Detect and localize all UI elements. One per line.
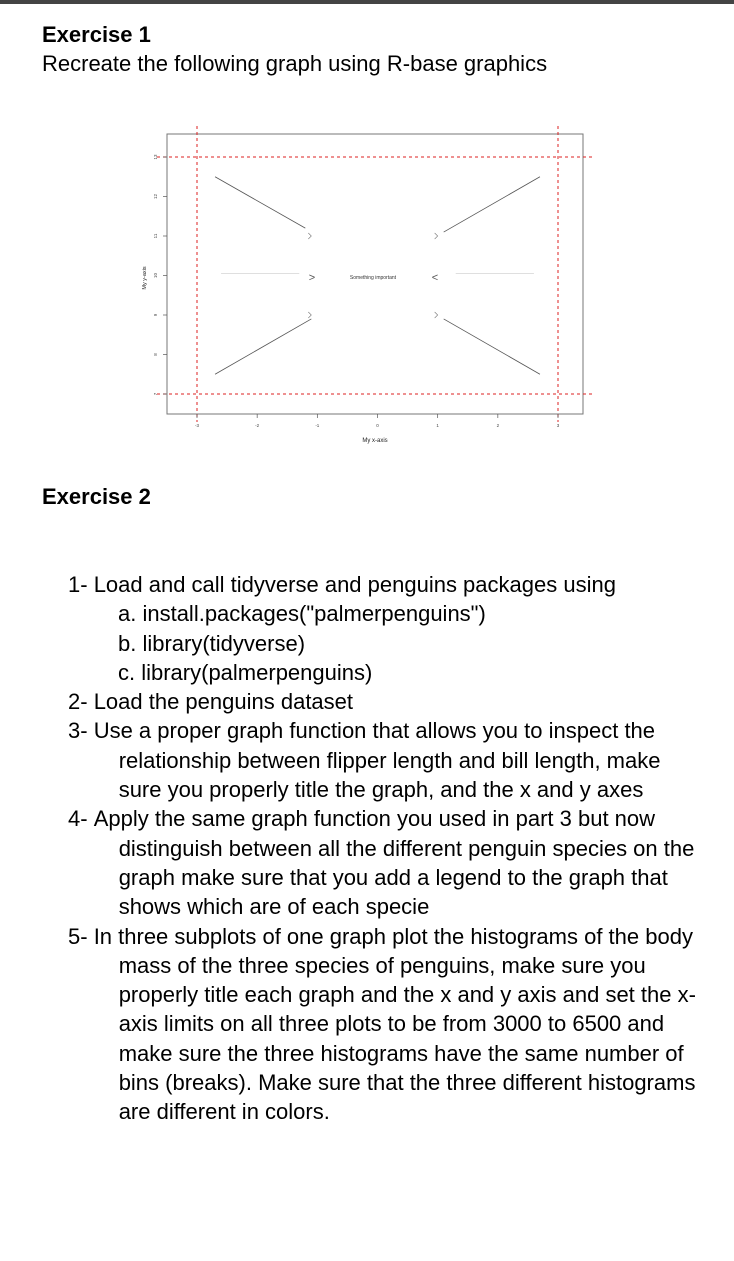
top-border: [0, 0, 734, 4]
diagonal-line: [215, 177, 305, 228]
x-tick-label: -2: [255, 423, 260, 428]
y-axis-label: My y-axis: [142, 266, 148, 290]
arrow-head-mark: [308, 233, 311, 239]
y-tick-label: 11: [153, 233, 158, 239]
y-tick-label: 13: [153, 154, 158, 160]
arrow-head-mark: [435, 233, 438, 239]
task-item-1: [68, 570, 708, 599]
task-text: Load the penguins dataset: [93, 689, 354, 715]
left-arrow-label: <: [431, 272, 439, 284]
task-list: [68, 570, 708, 1127]
task-text: Use a proper graph function that allows you to inspect the relationship between flipper length and bill length, make sure you properly title the graph, and the x and y axes: [93, 718, 661, 803]
x-axis-label: My x-axis: [362, 438, 388, 444]
task-text: In three subplots of one graph plot the histograms of the body mass of the three species of penguins, make sure you properly title each graph and the x and y axis and set the x-axis limits on all three plots to be from 3000 to 6500 and make sure the three histograms have the same number of bins (breaks). Make sure that the three different histograms are different in colors.: [93, 923, 696, 1125]
diagonal-line: [215, 319, 311, 374]
task-item-5: [68, 922, 708, 1127]
exercise1-subtitle: Recreate the following graph using R-base graphics: [42, 51, 548, 76]
annotation-label: Something important: [349, 275, 397, 281]
y-tick-label: 10: [153, 272, 158, 279]
task-item-2: [68, 687, 708, 716]
x-tick-label: 3: [556, 423, 560, 428]
task-number: 2-: [68, 689, 88, 715]
arrow-head-mark: [435, 312, 438, 318]
y-tick-label: 7: [153, 392, 158, 396]
example-plot: [130, 126, 600, 458]
plot-frame: [167, 134, 583, 414]
sub-step: b. library(tidyverse): [118, 630, 306, 656]
x-tick-label: -3: [194, 423, 200, 428]
x-tick-label: -1: [315, 423, 320, 428]
example-plot-figure: [130, 126, 600, 458]
task-number: 3-: [68, 718, 88, 744]
task-text: Load and call tidyverse and penguins packages using: [93, 572, 616, 597]
exercise2-title: Exercise 2: [42, 484, 151, 509]
y-tick-label: 9: [153, 313, 158, 317]
x-tick-label: 1: [436, 423, 439, 428]
task-item-4: [68, 804, 708, 921]
diagonal-line: [444, 319, 540, 374]
arrow-head-mark: [308, 312, 311, 318]
task-text: Apply the same graph function you used in part 3 but now distinguish between all the different penguin species on the graph make sure that you add a legend to the graph that shows which are of each specie: [93, 806, 695, 920]
x-tick-label: 2: [496, 423, 500, 428]
y-tick-label: 12: [153, 193, 158, 200]
sub-step: c. library(palmerpenguins): [118, 659, 373, 685]
sub-step: a. install.packages("palmerpenguins"): [118, 601, 486, 627]
x-tick-label: 0: [376, 423, 379, 428]
exercise1-title: Exercise 1: [42, 22, 151, 47]
right-arrow-label: >: [308, 272, 316, 284]
task-number: 4-: [68, 806, 88, 832]
task-number: 1-: [68, 572, 88, 597]
task-number: 5-: [68, 923, 88, 949]
task-item-3: [68, 716, 708, 804]
y-tick-label: 8: [153, 353, 158, 356]
diagonal-line: [444, 177, 540, 232]
